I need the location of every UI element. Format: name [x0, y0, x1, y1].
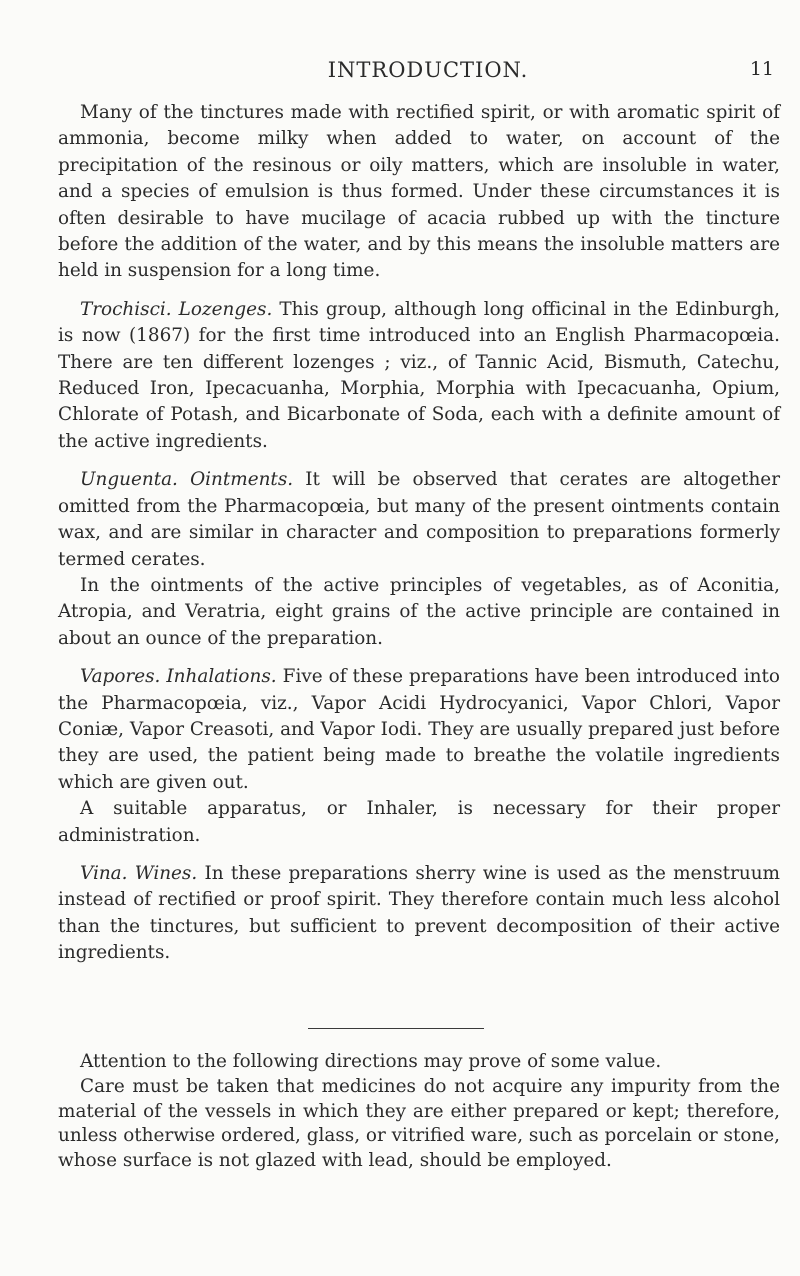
section-divider: [308, 1028, 484, 1029]
paragraph-trochisci: [58, 297, 780, 455]
section-heading-unguenta: Unguenta. Ointments.: [80, 469, 294, 491]
paragraph-text: A suitable apparatus, or Inhaler, is necessary for their proper administration.: [58, 798, 780, 846]
paragraph-vina: [58, 861, 780, 967]
paragraph-text: It will be observed that cerates are altogether omitted from the Pharmacopœia, but many of the present ointments contain wax, and are similar in character and composition to preparations formerly termed cerates.: [58, 469, 780, 570]
paragraph-ointments-principles: [58, 573, 780, 652]
paragraph-tinctures: [58, 100, 780, 285]
running-head: INTRODUCTION.: [327, 58, 529, 82]
paragraph-text: In these preparations sherry wine is used as the menstruum instead of rectified or proof spirit. They therefore contain much less alcohol than the tinctures, but sufficient to prevent decomposition of their active ingredients.: [58, 862, 780, 964]
section-heading-vina: Vina. Wines.: [80, 862, 198, 884]
paragraph-text: In the ointments of the active principles of vegetables, as of Aconitia, Atropia, and Veratria, eight grains of the active principle are contained in about an ounce of the preparation.: [58, 574, 780, 649]
main-text: [58, 100, 780, 967]
paragraph-text: This group, although long officinal in the Edinburgh, is now (1867) for the first time introduced into an English Pharmacopœia. There are ten different lozenges ; viz., of Tannic Acid, Bismuth, Catechu, Reduced Iron, Ipecacuanha, Morphia, Morphia with Ipecacuanha, Opium, Chlorate of Potash, and Bicarbonate of Soda, each with a definite amount of the active ingredients.: [58, 298, 781, 452]
note-body: Care must be taken that medicines do not acquire any impurity from the material of the vessels in which they are either prepared or kept; therefore, unless otherwise ordered, glass, or vitrified ware, such as porcelain or stone, whose surface is not glazed with lead, should be employed.: [58, 1075, 780, 1172]
paragraph-text: Five of these preparations have been introduced into the Pharmacopœia, viz., Vapor Acidi Hydrocyanici, Vapor Chlori, Vapor Coniæ, Vapor Creasoti, and Vapor Iodi. They are usually prepared just before they are used, the patient being made to breathe the volatile ingredients which are given out.: [58, 666, 780, 793]
paragraph-unguenta: [58, 467, 780, 573]
page-number: 11: [749, 58, 774, 80]
paragraph-vapores: [58, 664, 780, 796]
directions-note: [58, 1050, 780, 1174]
section-heading-trochisci: Trochisci. Lozenges.: [80, 298, 273, 320]
note-intro: Attention to the following directions may prove of some value.: [80, 1051, 662, 1072]
section-heading-vapores: Vapores. Inhalations.: [80, 666, 277, 688]
paragraph-inhaler: [58, 796, 780, 849]
paragraph-text: Many of the tinctures made with rectified spirit, or with aromatic spirit of ammonia, become milky when added to water, on account of the precipitation of the resinous or oily matters, which are insoluble in water, and a species of emulsion is thus formed. Under these circumstances it is often desirable to have mucilage of acacia rubbed up with the tincture before the addition of the water, and by this means the insoluble matters are held in suspension for a long time.: [58, 102, 780, 282]
